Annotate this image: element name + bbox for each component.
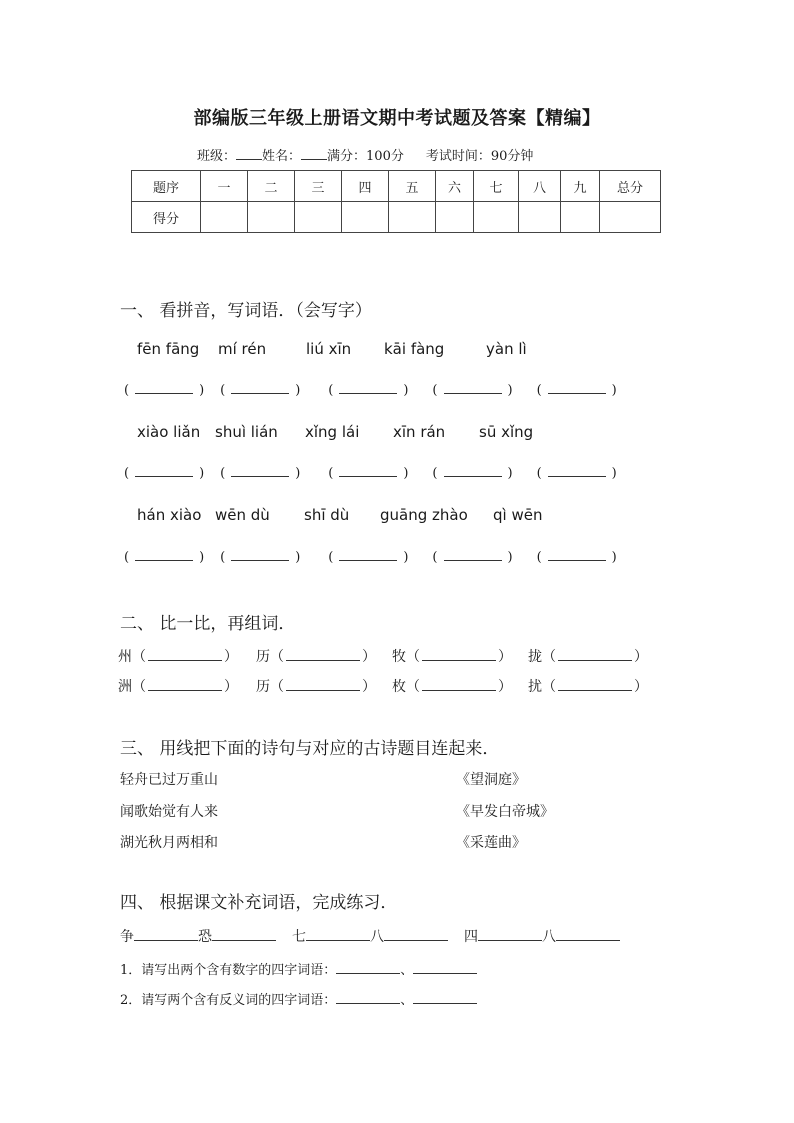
poem-title[interactable]: 《采莲曲》: [456, 835, 526, 851]
score-cell[interactable]: [474, 202, 519, 233]
answer-blank[interactable]: ( ): [220, 466, 301, 481]
score-cell-header: 一: [201, 171, 248, 202]
pinyin-item: fēn fāng: [137, 340, 200, 358]
answer-row: [124, 550, 629, 565]
compare-item[interactable]: 州（ ）: [118, 649, 238, 665]
idiom-blank[interactable]: [134, 929, 198, 941]
compare-item[interactable]: 洲（ ）: [118, 679, 238, 695]
pinyin-item: liú xīn: [306, 340, 352, 358]
pinyin-item: xǐng lái: [305, 423, 360, 441]
score-cell-header: 五: [389, 171, 436, 202]
score-cell-header: 八: [519, 171, 561, 202]
compare-row: [118, 646, 648, 666]
score-cell-header: 三: [295, 171, 342, 202]
idiom-fill-row: 争 恐 七 八 四 八: [120, 926, 620, 946]
answer-blank[interactable]: ( ): [328, 383, 409, 398]
poem-line[interactable]: 湖光秋月两相和: [120, 835, 218, 851]
answer-row: [124, 466, 629, 481]
pinyin-item: xīn rán: [393, 423, 446, 441]
pinyin-item: sū xǐng: [479, 423, 534, 441]
full-score: 满分：100分: [327, 149, 404, 164]
name-label: 姓名：: [262, 149, 302, 164]
compare-item[interactable]: 历（ ）: [256, 649, 376, 665]
pinyin-item: shī dù: [304, 506, 350, 524]
score-table: [131, 170, 661, 233]
score-row-label: 得分: [132, 202, 201, 233]
answer-blank[interactable]: ( ): [124, 550, 205, 565]
score-cell-header: 总分: [600, 171, 661, 202]
score-cell[interactable]: [389, 202, 436, 233]
poem-title[interactable]: 《早发白帝城》: [456, 804, 554, 820]
poem-line[interactable]: 轻舟已过万重山: [120, 772, 218, 788]
score-cell[interactable]: [201, 202, 248, 233]
pinyin-item: guāng zhào: [380, 506, 468, 524]
question-1: 1．请写出两个含有数字的四字词语： 、: [120, 959, 477, 978]
answer-blank[interactable]: [413, 992, 477, 1004]
idiom-blank[interactable]: [384, 929, 448, 941]
pinyin-item: shuì lián: [215, 423, 278, 441]
idiom-blank[interactable]: [478, 929, 542, 941]
score-cell[interactable]: [436, 202, 474, 233]
score-cell[interactable]: [519, 202, 561, 233]
answer-blank[interactable]: ( ): [536, 466, 617, 481]
exam-time: 考试时间：90分钟: [425, 149, 534, 164]
idiom-blank[interactable]: [556, 929, 620, 941]
score-cell[interactable]: [295, 202, 342, 233]
answer-row: [124, 383, 629, 398]
pinyin-item: yàn lì: [486, 340, 527, 358]
pinyin-item: hán xiào: [137, 506, 202, 524]
answer-blank[interactable]: ( ): [432, 383, 513, 398]
section-1-heading: 一、 看拼音，写词语．（会写字）: [120, 301, 372, 321]
pinyin-item: mí rén: [218, 340, 267, 358]
compare-row: [118, 676, 648, 696]
score-cell-header: 四: [342, 171, 389, 202]
answer-blank[interactable]: ( ): [536, 550, 617, 565]
score-cell-header: 七: [474, 171, 519, 202]
class-label: 班级：: [197, 149, 237, 164]
answer-blank[interactable]: ( ): [328, 466, 409, 481]
score-cell[interactable]: [561, 202, 600, 233]
score-cell-header: 题序: [132, 171, 201, 202]
answer-blank[interactable]: ( ): [220, 383, 301, 398]
idiom-blank[interactable]: [306, 929, 370, 941]
answer-blank[interactable]: [413, 962, 477, 974]
answer-blank[interactable]: ( ): [432, 550, 513, 565]
compare-item[interactable]: 枚（ ）: [392, 679, 512, 695]
pinyin-item: kāi fàng: [384, 340, 445, 358]
poem-title[interactable]: 《望洞庭》: [456, 772, 526, 788]
score-cell-header: 九: [561, 171, 600, 202]
compare-item[interactable]: 历（ ）: [256, 679, 376, 695]
compare-item[interactable]: 拢（ ）: [528, 649, 648, 665]
compare-item[interactable]: 牧（ ）: [392, 649, 512, 665]
answer-blank[interactable]: ( ): [124, 466, 205, 481]
answer-blank[interactable]: [336, 992, 400, 1004]
pinyin-item: xiào liǎn: [137, 423, 201, 441]
section-4-heading: 四、 根据课文补充词语，完成练习．: [120, 893, 398, 913]
answer-blank[interactable]: ( ): [328, 550, 409, 565]
score-cell-header: 二: [248, 171, 295, 202]
answer-blank[interactable]: [336, 962, 400, 974]
score-cell-header: 六: [436, 171, 474, 202]
answer-blank[interactable]: ( ): [432, 466, 513, 481]
answer-blank[interactable]: ( ): [124, 383, 205, 398]
score-cell[interactable]: [342, 202, 389, 233]
answer-blank[interactable]: ( ): [536, 383, 617, 398]
name-blank[interactable]: [301, 147, 327, 160]
poem-line[interactable]: 闻歌始觉有人来: [120, 804, 218, 820]
page-title: 部编版三年级上册语文期中考试题及答案【精编】: [193, 108, 601, 129]
pinyin-item: wēn dù: [215, 506, 270, 524]
score-cell[interactable]: [248, 202, 295, 233]
compare-item[interactable]: 扰（ ）: [528, 679, 648, 695]
idiom-blank[interactable]: [212, 929, 276, 941]
class-blank[interactable]: [236, 147, 262, 160]
section-3-heading: 三、 用线把下面的诗句与对应的古诗题目连起来．: [120, 739, 500, 759]
score-cell[interactable]: [600, 202, 661, 233]
question-2: 2．请写两个含有反义词的四字词语： 、: [120, 989, 477, 1008]
section-2-heading: 二、 比一比，再组词．: [120, 614, 296, 634]
pinyin-item: qì wēn: [493, 506, 543, 524]
answer-blank[interactable]: ( ): [220, 550, 301, 565]
exam-info: [197, 145, 533, 164]
